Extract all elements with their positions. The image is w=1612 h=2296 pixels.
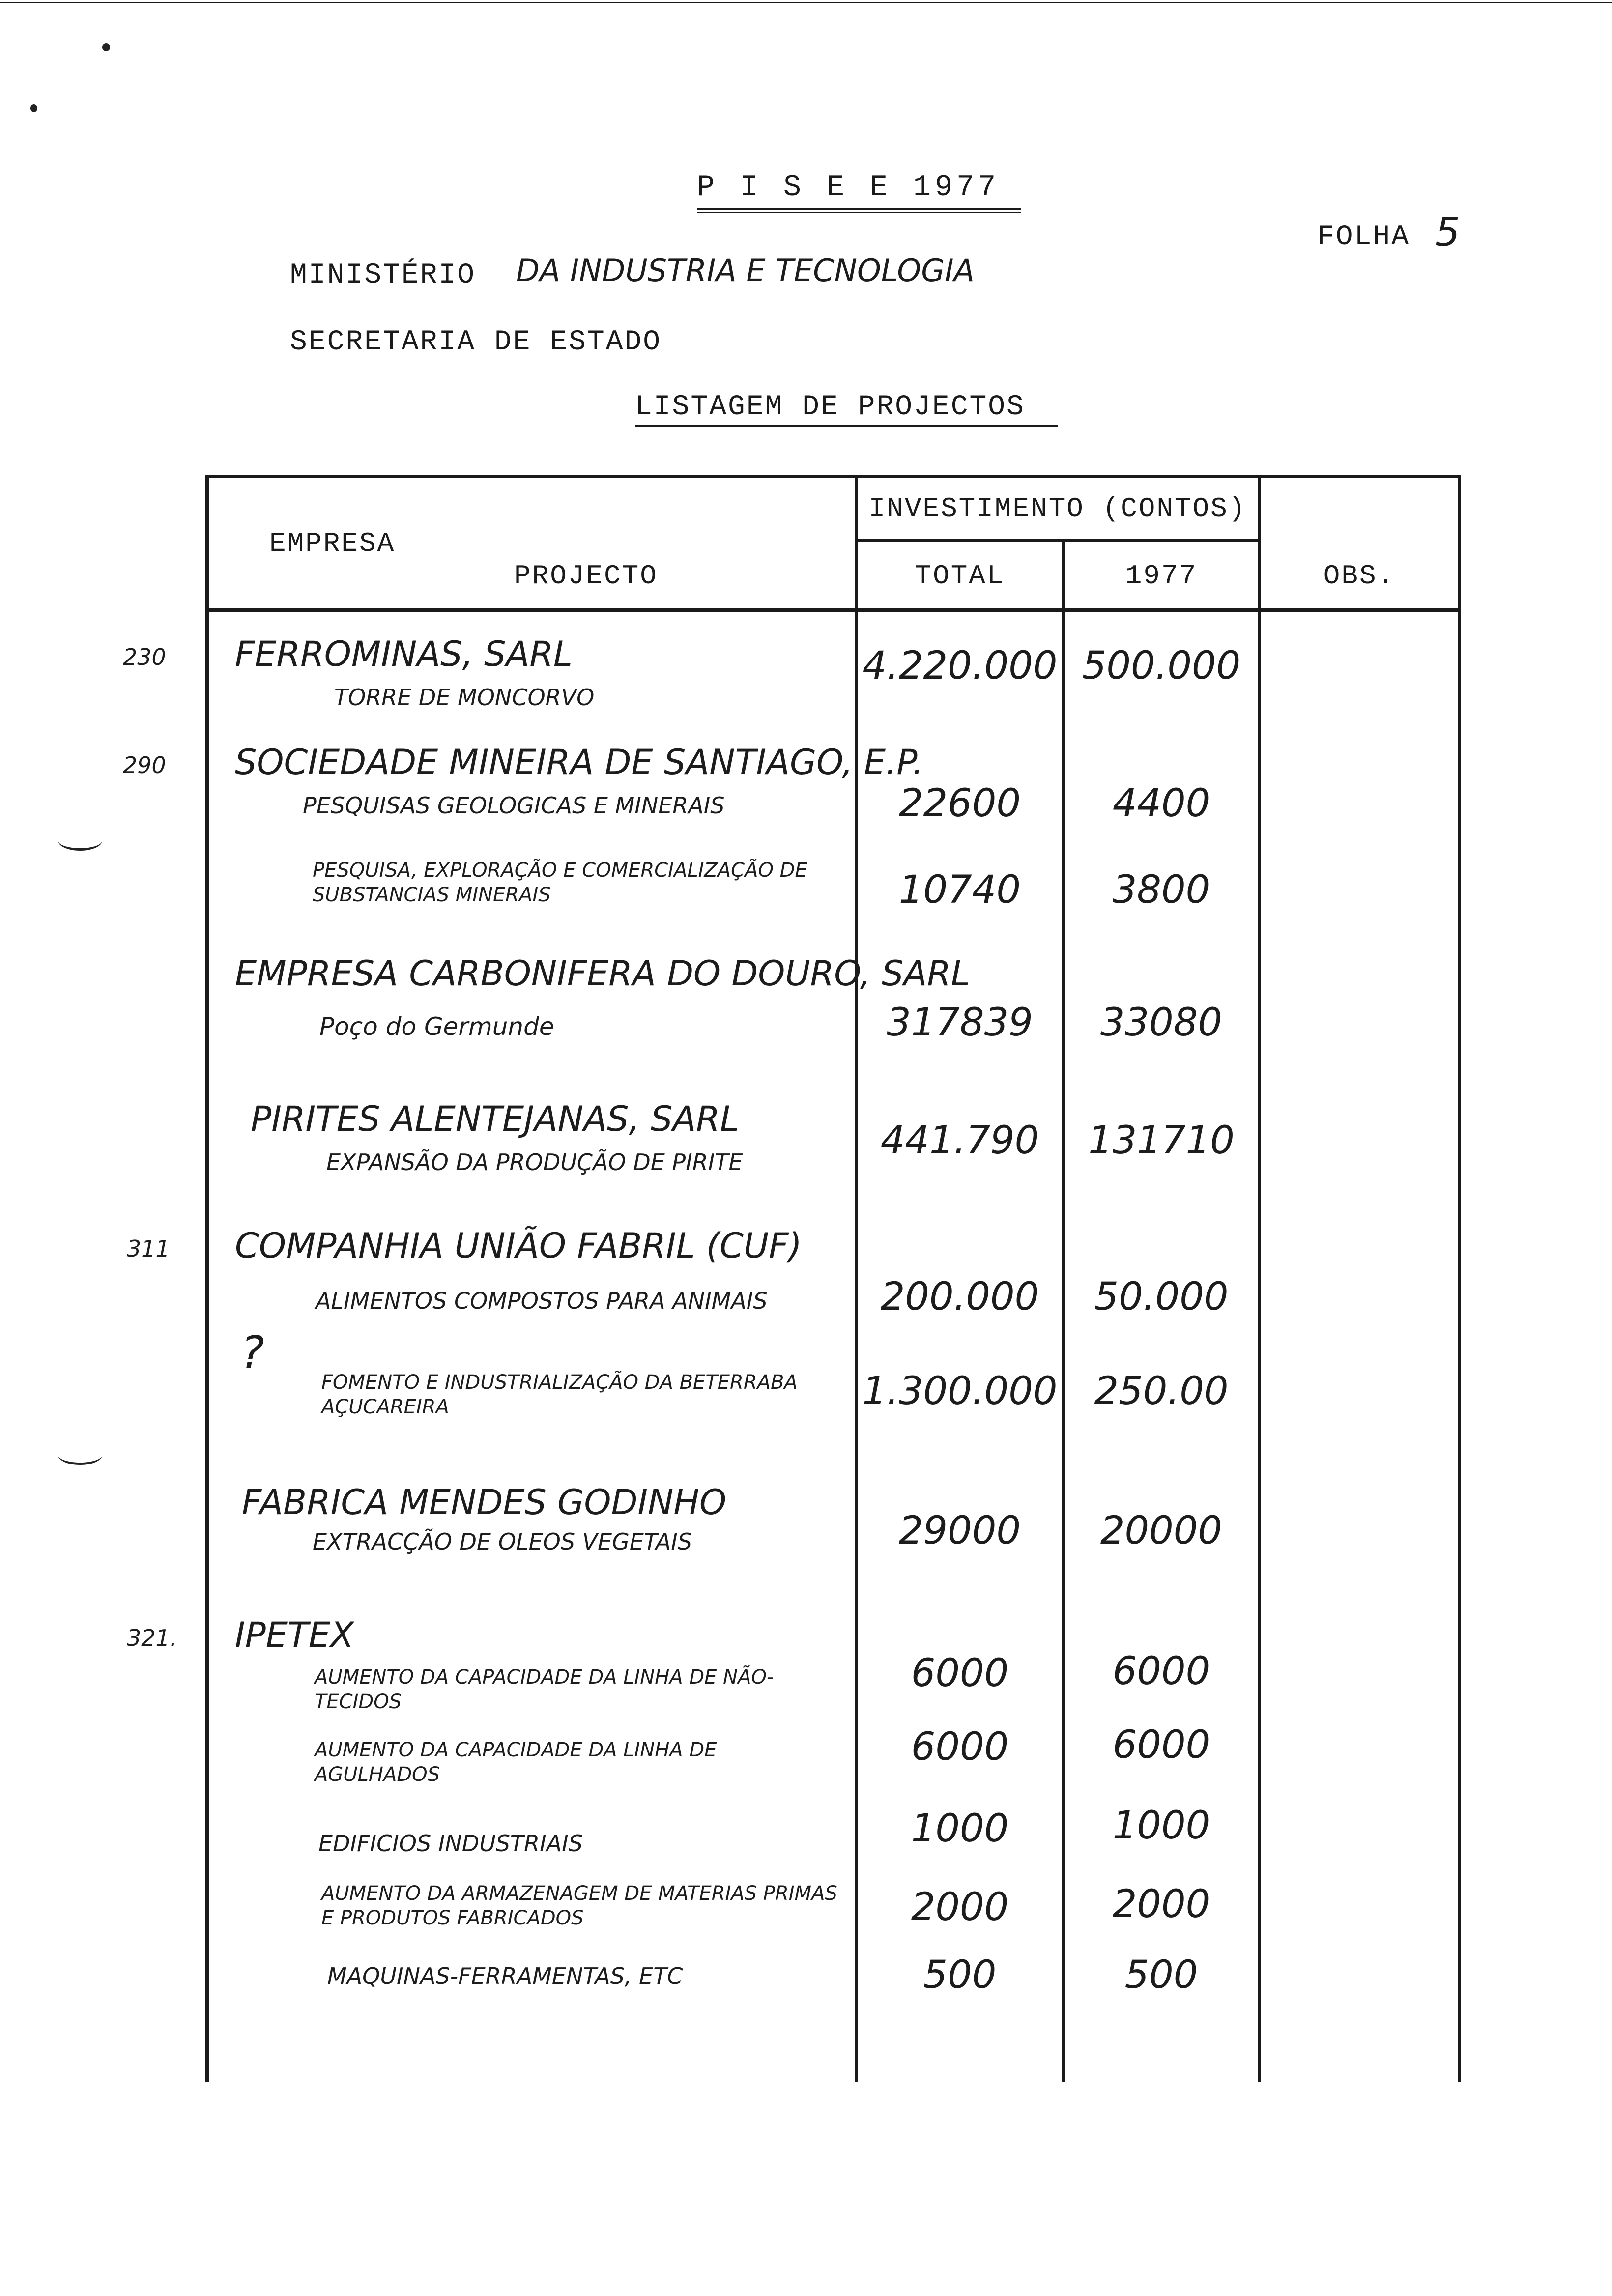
project-name: AUMENTO DA CAPACIDADE DA LINHA DE AGULHADOS [315,1739,717,1786]
y1977-value: 3800 [1112,868,1210,912]
margin-code: 290 [123,752,166,778]
folha-label: FOLHA [1317,221,1410,253]
total-value: 1000 [911,1807,1009,1851]
margin-checkmark [58,831,102,851]
ministry-suffix: DA INDUSTRIA E TECNOLOGIA [516,253,975,288]
y1977-value: 6000 [1112,1723,1210,1767]
header-bottom-border [206,608,1461,612]
project-name: ALIMENTOS COMPOSTOS PARA ANIMAIS [316,1288,768,1314]
y1977-value: 6000 [1112,1649,1210,1693]
margin-code: 230 [123,644,166,670]
header-1977: 1977 [1125,560,1198,592]
y1977-value: 250.00 [1094,1369,1229,1413]
project-name: EDIFICIOS INDUSTRIAIS [318,1830,583,1857]
project-name: EXPANSÃO DA PRODUÇÃO DE PIRITE [326,1149,743,1176]
project-name: MAQUINAS-FERRAMENTAS, ETC [327,1963,683,1989]
company-name: SOCIEDADE MINEIRA DE SANTIAGO, E.P. [235,742,924,782]
col-divider-obs [1258,475,1261,2082]
ministry-prefix: MINISTÉRIO [290,259,476,291]
company-name: FABRICA MENDES GODINHO [242,1482,727,1522]
y1977-value: 50.000 [1094,1275,1229,1319]
folha-number: 5 [1435,209,1460,255]
y1977-value: 2000 [1112,1882,1210,1926]
project-name: PESQUISA, EXPLORAÇÃO E COMERCIALIZAÇÃO DE SUBSTANCIAS MINERAIS [313,859,807,906]
total-value: 200.000 [880,1275,1039,1319]
total-value: 1.300.000 [862,1369,1058,1413]
project-name: AUMENTO DA ARMAZENAGEM DE MATERIAS PRIMAS E PRODUTOS FABRICADOS [321,1882,837,1929]
header-total: TOTAL [915,560,1005,592]
y1977-value: 500 [1124,1953,1198,1997]
listagem-title: LISTAGEM DE PROJECTOS [635,391,1025,423]
y1977-value: 20000 [1100,1509,1223,1553]
company-name: FERROMINAS, SARL [235,634,573,674]
table-left-border [205,475,209,2082]
project-name: TORRE DE MONCORVO [334,684,595,711]
speck [102,43,110,51]
margin-code: 311 [127,1235,170,1262]
total-value: 317839 [887,1001,1033,1045]
question-mark: ? [241,1327,264,1378]
total-value: 22600 [898,781,1021,826]
secretaria: SECRETARIA DE ESTADO [290,326,662,358]
y1977-value: 131710 [1088,1119,1235,1163]
speck [30,104,37,112]
header-investimento: INVESTIMENTO (CONTOS) [868,493,1247,524]
project-name: EXTRACÇÃO DE OLEOS VEGETAIS [313,1528,692,1555]
scan-top-edge [0,2,1612,3]
company-name: COMPANHIA UNIÃO FABRIL (CUF) [235,1226,802,1266]
project-name: FOMENTO E INDUSTRIALIZAÇÃO DA BETERRABA AÇUCAREIRA [321,1371,798,1418]
y1977-value: 1000 [1112,1804,1210,1848]
project-name: Poço do Germunde [319,1012,554,1041]
total-value: 500 [923,1953,997,1997]
listagem-underline [635,425,1058,427]
y1977-value: 500.000 [1082,644,1241,688]
total-value: 6000 [911,1651,1009,1695]
investimento-subrule [856,539,1259,542]
table-right-border [1458,475,1461,2082]
company-name: IPETEX [235,1615,354,1655]
header-empresa: EMPRESA [269,528,396,559]
total-value: 4.220.000 [862,644,1058,688]
document-title: P I S E E 1977 [697,171,1000,204]
total-value: 10740 [898,868,1021,912]
title-double-underline [697,208,1021,213]
total-value: 6000 [911,1725,1009,1769]
total-value: 2000 [911,1885,1009,1929]
margin-checkmark [58,1445,102,1465]
company-name: PIRITES ALENTEJANAS, SARL [251,1099,739,1139]
table-top-border [206,475,1461,478]
total-value: 441.790 [880,1119,1039,1163]
company-name: EMPRESA CARBONIFERA DO DOURO, SARL [235,953,970,994]
project-name: AUMENTO DA CAPACIDADE DA LINHA DE NÃO-TECIDOS [315,1666,774,1713]
total-value: 29000 [898,1509,1021,1553]
margin-code: 321. [127,1625,177,1651]
header-projecto: PROJECTO [514,560,658,592]
header-obs: OBS. [1323,560,1396,592]
y1977-value: 33080 [1100,1001,1223,1045]
project-name: PESQUISAS GEOLOGICAS E MINERAIS [303,792,725,819]
y1977-value: 4400 [1112,781,1210,826]
